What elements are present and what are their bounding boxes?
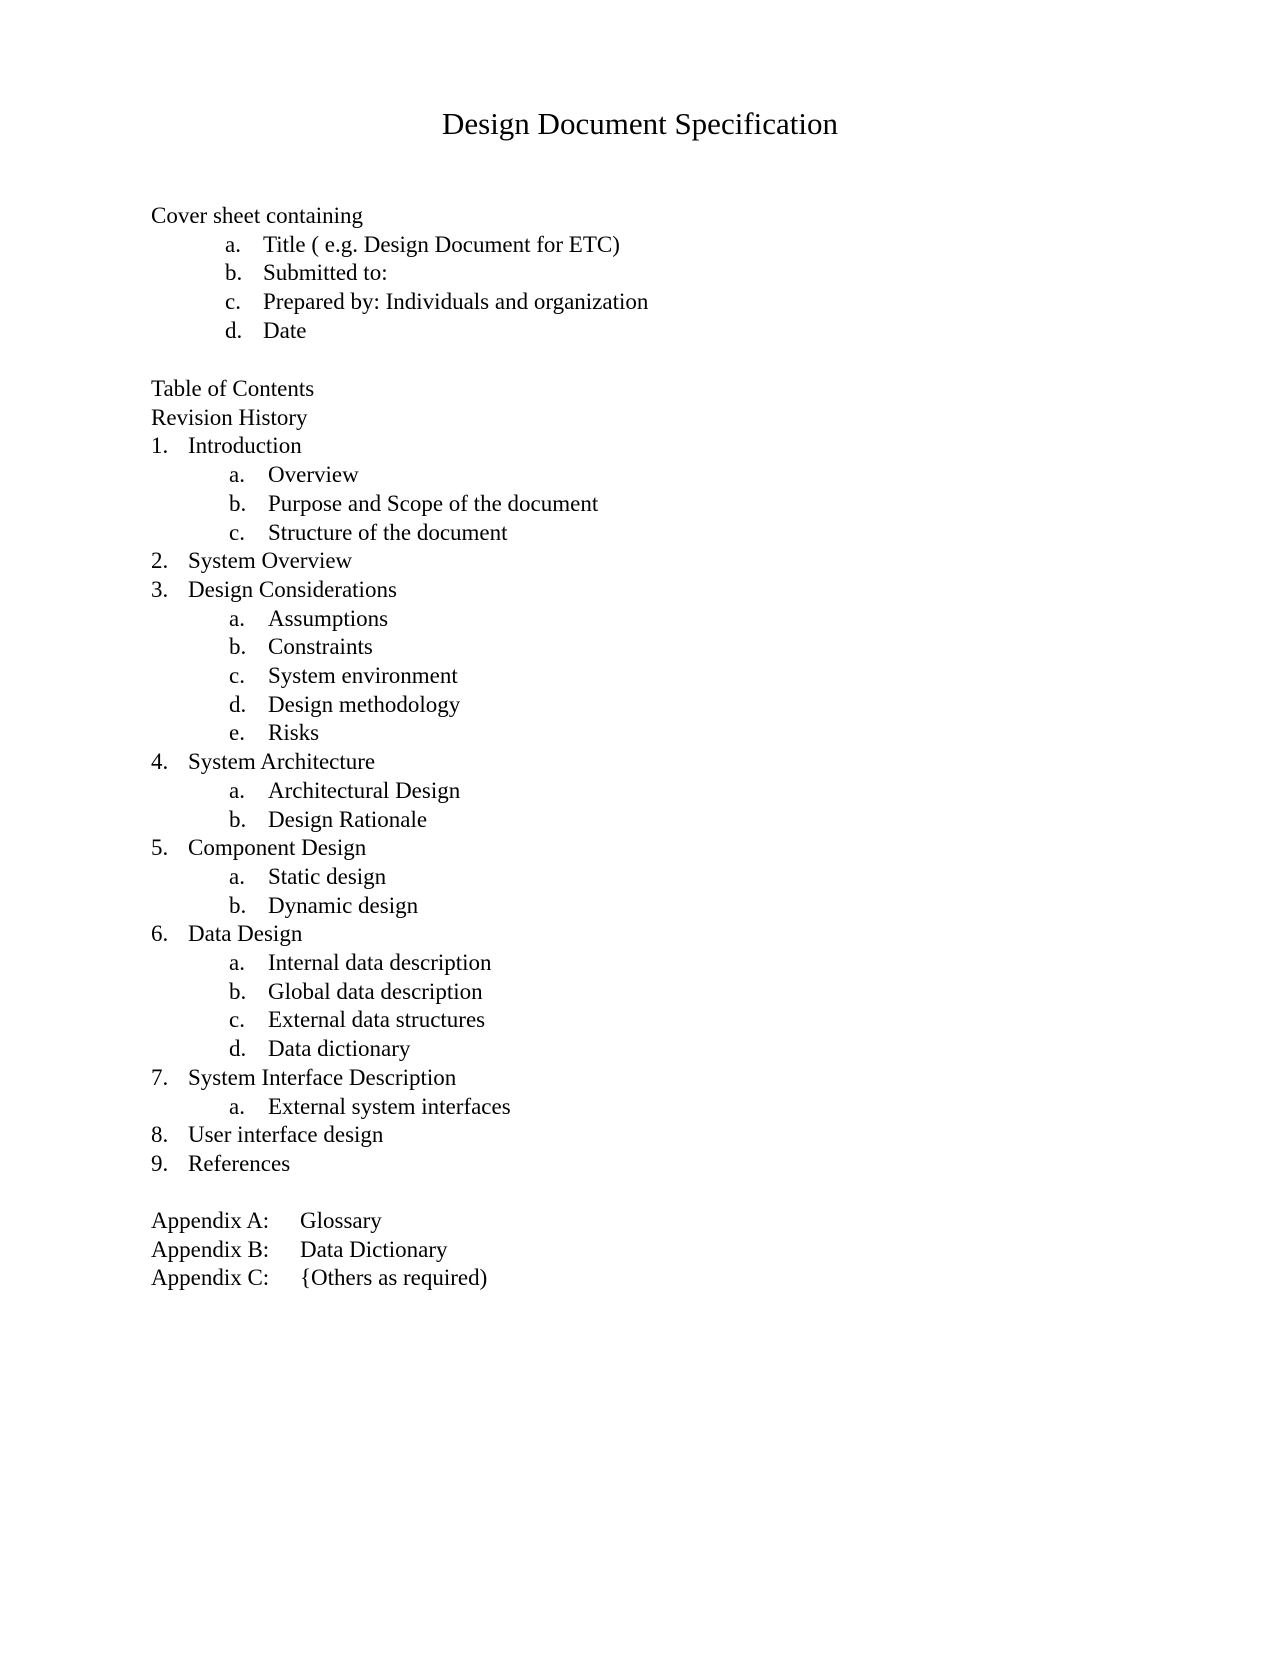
section-number: 2.	[151, 548, 169, 574]
subsection-marker: b.	[229, 978, 247, 1004]
appendix-title: Data Dictionary	[300, 1236, 448, 1262]
section-number: 5.	[151, 835, 169, 861]
cover-heading: Cover sheet containing	[151, 203, 364, 228]
section-title: Data Design	[188, 921, 303, 947]
section-number: 9.	[151, 1150, 169, 1176]
section-number: 4.	[151, 749, 169, 775]
subsection-title: External data structures	[268, 1007, 486, 1033]
cover-item-marker: b.	[225, 260, 243, 286]
subsection-marker: c.	[229, 663, 245, 688]
subsection-marker: b.	[229, 634, 247, 660]
section-title: System Overview	[188, 548, 353, 574]
subsection-marker: b.	[229, 806, 247, 832]
subsection-title: System environment	[268, 663, 458, 688]
cover-item-text: Title ( e.g. Design Document for ETC)	[263, 231, 620, 257]
subsection-marker: c.	[229, 519, 245, 545]
subsection-marker: b.	[229, 490, 247, 516]
subsection-title: Structure of the document	[268, 519, 508, 545]
section-number: 7.	[151, 1064, 169, 1090]
subsection-title: Design methodology	[268, 691, 461, 717]
subsection-marker: a.	[229, 462, 245, 488]
section-number: 8.	[151, 1122, 169, 1148]
document-title: Design Document Specification	[441, 106, 838, 141]
subsection-title: Risks	[268, 720, 320, 746]
section-title: User interface design	[188, 1122, 384, 1148]
section-title: Introduction	[188, 433, 302, 459]
revision-heading: Revision History	[151, 404, 308, 430]
subsection-title: Design Rationale	[268, 806, 428, 832]
appendix-label: Appendix C:	[151, 1265, 270, 1291]
subsection-title: Static design	[268, 863, 387, 889]
subsection-title: Constraints	[268, 634, 373, 660]
subsection-marker: a.	[229, 950, 245, 975]
section-title: System Architecture	[188, 749, 376, 775]
cover-item-text: Submitted to:	[263, 260, 388, 286]
section-title: Design Considerations	[188, 576, 397, 602]
subsection-marker: d.	[229, 1036, 247, 1062]
subsection-title: Assumptions	[268, 605, 389, 631]
subsection-title: Data dictionary	[268, 1036, 411, 1062]
subsection-title: Purpose and Scope of the document	[268, 490, 599, 516]
subsection-marker: c.	[229, 1007, 245, 1033]
subsection-title: Internal data description	[268, 950, 492, 975]
section-title: References	[188, 1150, 291, 1176]
section-number: 3.	[151, 576, 169, 602]
subsection-marker: a.	[229, 605, 245, 631]
toc-heading: Table of Contents	[151, 376, 315, 401]
section-title: Component Design	[188, 835, 367, 861]
cover-item-text: Prepared by: Individuals and organization	[263, 289, 649, 315]
subsection-title: Global data description	[268, 978, 483, 1004]
cover-item-text: Date	[263, 317, 307, 343]
subsection-title: Dynamic design	[268, 892, 419, 918]
cover-item-marker: d.	[225, 317, 243, 343]
section-number: 6.	[151, 921, 169, 947]
cover-item-marker: c.	[225, 289, 241, 315]
section-number: 1.	[151, 433, 169, 459]
subsection-marker: a.	[229, 777, 245, 803]
cover-item-marker: a.	[225, 231, 241, 257]
section-title: System Interface Description	[188, 1064, 457, 1090]
subsection-marker: a.	[229, 1093, 245, 1119]
subsection-title: Architectural Design	[268, 777, 461, 803]
appendix-title: {Others as required)	[300, 1265, 488, 1291]
appendix-label: Appendix A:	[151, 1208, 270, 1233]
appendix-title: Glossary	[300, 1208, 382, 1233]
subsection-title: Overview	[268, 462, 359, 488]
subsection-marker: a.	[229, 863, 245, 889]
subsection-marker: e.	[229, 720, 245, 746]
subsection-marker: b.	[229, 892, 247, 918]
subsection-marker: d.	[229, 691, 247, 717]
appendix-label: Appendix B:	[151, 1236, 270, 1262]
subsection-title: External system interfaces	[268, 1093, 511, 1119]
